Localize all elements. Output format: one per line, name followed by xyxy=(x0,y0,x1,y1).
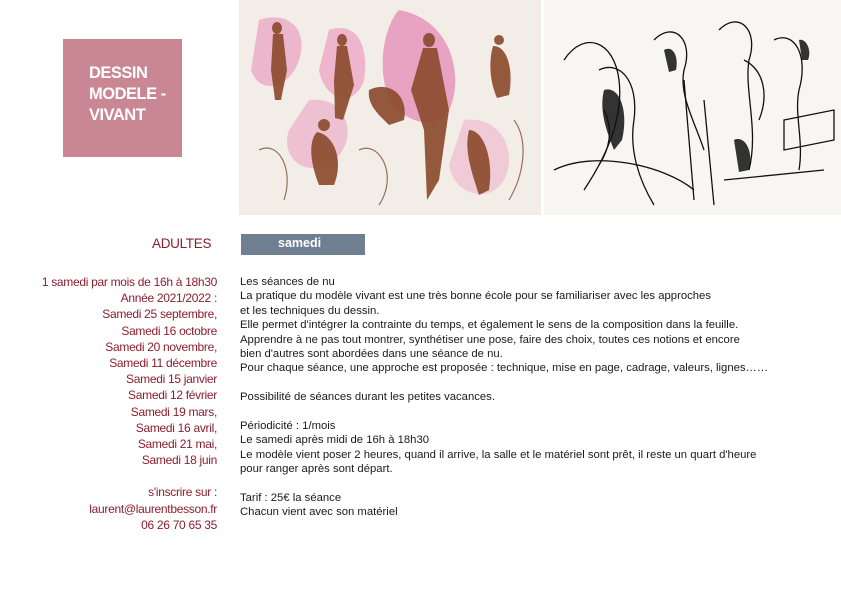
body-line: Tarif : 25€ la séance xyxy=(240,492,342,505)
title-line-2: MODELE - xyxy=(89,85,166,103)
day-tag: samedi xyxy=(241,234,365,255)
schedule-line: Samedi 21 mai, xyxy=(137,437,217,452)
schedule-line: Samedi 25 septembre, xyxy=(102,307,217,322)
section-label-adultes: ADULTES xyxy=(152,236,212,251)
schedule-line: Samedi 11 décembre xyxy=(109,356,217,371)
body-line: La pratique du modèle vivant est une très bonne école pour se familiariser avec les approches xyxy=(240,290,711,303)
schedule-line: Samedi 15 janvier xyxy=(126,372,217,387)
schedule-line: Année 2021/2022 : xyxy=(120,291,217,306)
schedule-line: Samedi 16 avril, xyxy=(135,420,217,435)
schedule-line: Samedi 16 octobre xyxy=(121,323,217,338)
body-line: Elle permet d'intégrer la contrainte du temps, et également le sens de la composition dans la feuille. xyxy=(240,319,739,332)
body-line: Possibilité de séances durant les petites vacances. xyxy=(240,391,495,404)
title-line-1: DESSIN xyxy=(89,64,148,82)
body-line: Périodicité : 1/mois xyxy=(240,420,336,433)
schedule-line: Samedi 19 mars, xyxy=(130,404,217,419)
body-line: Les séances de nu xyxy=(240,276,335,288)
body-line: Le samedi après midi de 16h à 18h30 xyxy=(240,434,430,447)
schedule-line: Samedi 20 novembre, xyxy=(105,339,217,354)
body-line: et les techniques du dessin. xyxy=(240,304,380,317)
body-line: Chacun vient avec son matériel xyxy=(240,506,398,519)
contact-email[interactable]: laurent@laurentbesson.fr xyxy=(89,501,217,516)
schedule-line: Samedi 18 juin xyxy=(141,453,217,468)
description-body xyxy=(240,275,830,520)
schedule-sidebar xyxy=(10,274,217,533)
body-line: Pour chaque séance, une approche est proposée : technique, mise en page, cadrage, valeurs, lignes…… xyxy=(240,362,769,375)
body-line: pour ranger après sont départ. xyxy=(240,463,393,476)
schedule-line: Samedi 12 février xyxy=(128,388,217,403)
title-line-3: VIVANT xyxy=(89,106,146,124)
body-line: bien d'autres sont abordées dans une séance de nu. xyxy=(240,348,503,361)
body-line: Le modèle vient poser 2 heures, quand il arrive, la salle et le matériel sont prêt, il reste un quart d'heure xyxy=(240,448,757,461)
figure-sketches-pink-image xyxy=(239,0,541,215)
title-box xyxy=(63,39,182,157)
schedule-line: 1 samedi par mois de 16h à 18h30 xyxy=(41,275,217,289)
contact-label: s'inscrire sur : xyxy=(148,485,217,500)
figure-sketch-ink-image xyxy=(544,0,841,215)
body-line: Apprendre à ne pas tout montrer, synthétiser une pose, faire des choix, toutes ces notions et encore xyxy=(240,333,740,346)
contact-phone: 06 26 70 65 35 xyxy=(141,517,217,532)
